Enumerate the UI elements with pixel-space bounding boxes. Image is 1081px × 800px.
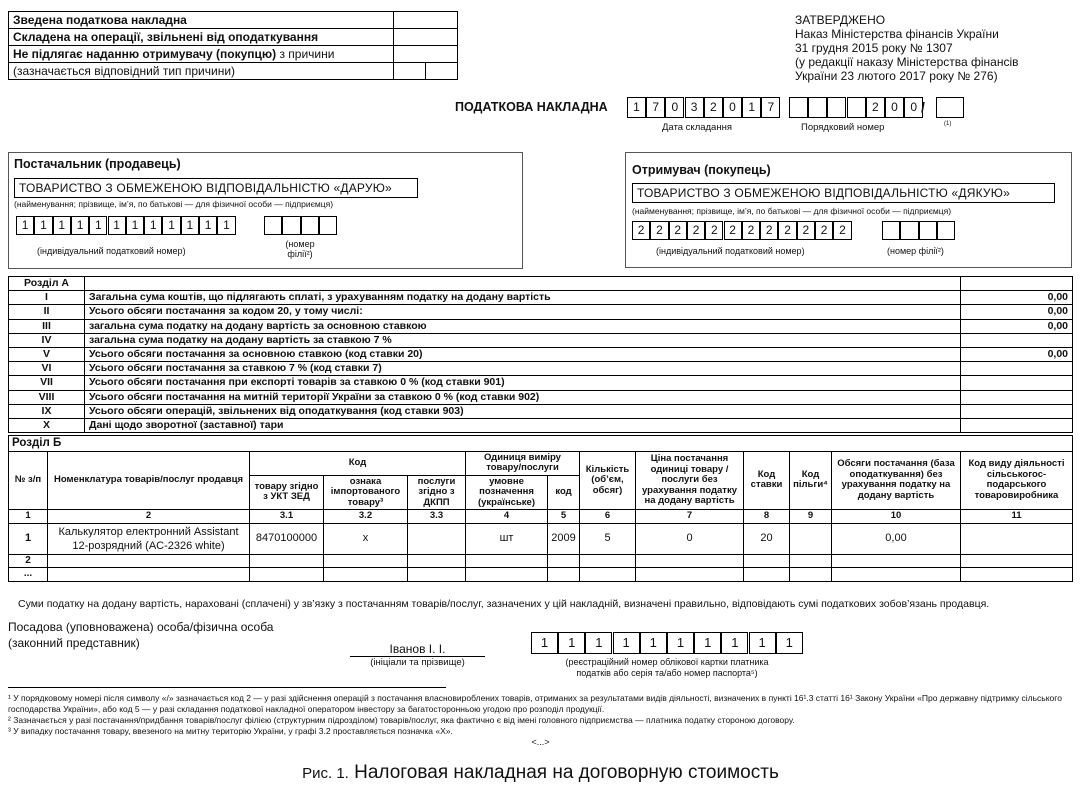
column-number: 3.1 [250, 510, 324, 524]
approval-line: 31 грудня 2015 року № 1307 [795, 41, 953, 55]
cell-agri[interactable] [961, 568, 1073, 582]
section-a-row-text: Загальна сума коштів, що підлягають сплаті, з урахуванням податку на додану вартість [85, 291, 961, 305]
figure-caption [0, 762, 1081, 784]
not-provided-label: Не підлягає наданню отримувачу (покупцю) з причини [9, 46, 394, 63]
reg-digit-cell[interactable]: 1 [531, 632, 558, 654]
col-dkpp-header: послуги згідно з ДКПП [408, 475, 466, 510]
section-a-row-text: загальна сума податку на додану вартість за ставкою 7 % [85, 333, 961, 347]
cell-name[interactable] [48, 568, 250, 582]
cell-benefit[interactable] [790, 554, 832, 568]
reg-hint-line: податків або серія та/або номер паспорта⁵) [576, 668, 758, 678]
cell-qty[interactable] [580, 568, 636, 582]
ipn-digit-cell[interactable]: 1 [144, 216, 162, 235]
section-a-row-value [961, 376, 1073, 390]
column-number: 3.3 [408, 510, 466, 524]
approval-stamp [795, 13, 1075, 83]
col-rate-header: Код ставки [744, 451, 790, 510]
cell-price[interactable] [636, 568, 744, 582]
reg-digit-cell[interactable]: 1 [749, 632, 776, 654]
section-a-row-number: IX [9, 404, 85, 418]
col-benefit-header: Код пільги⁴ [790, 451, 832, 510]
reg-digit-cell[interactable]: 1 [558, 632, 585, 654]
date-digit-cell[interactable]: 0 [723, 97, 742, 118]
footnote-1: ¹ У порядковому номері після символу «/» зазначається код 2 — у разі здійснення операцій з постачання власновироблених товарів, отриманих за результатами видів діяльності, визначених в пункті 16¹.3 статті 16¹ Закону України «Про державну підтримку сільського господарства України», або код 5 — у разі складання податкової накладної оператором інвестору за багатосторонньою угодою про розподіл продукції. [8, 693, 1062, 714]
footnote-more: <...> [531, 737, 550, 747]
cell-qty[interactable] [580, 554, 636, 568]
section-a-row [9, 418, 1073, 432]
footnote-mark: (1) [944, 121, 952, 127]
section-a-row-text: Усього обсяги постачання за кодом 20, у тому числі: [85, 305, 961, 319]
cell-price[interactable]: 0 [636, 523, 744, 554]
invoice-type-table [8, 11, 458, 80]
reg-digit-cell[interactable]: 1 [721, 632, 748, 654]
section-a-row [9, 390, 1073, 404]
cell-volume[interactable] [832, 568, 961, 582]
cell-import[interactable]: x [324, 523, 408, 554]
invoice-title: ПОДАТКОВА НАКЛАДНА [455, 100, 608, 114]
cell-price[interactable] [636, 554, 744, 568]
signer-name[interactable]: Іванов І. І. [350, 642, 485, 657]
ipn-digit-cell[interactable]: 1 [217, 216, 235, 235]
cell-code[interactable] [548, 568, 580, 582]
seller-ipn-label: (індивідуальний податковий номер) [37, 246, 186, 256]
section-a-row [9, 376, 1073, 390]
cell-qty[interactable]: 5 [580, 523, 636, 554]
column-number: 9 [790, 510, 832, 524]
column-number: 5 [548, 510, 580, 524]
col-import-header: ознака імпортованого товару³ [324, 475, 408, 510]
ipn-digit-cell[interactable]: 2 [724, 221, 742, 240]
checkbox-consolidated[interactable] [394, 12, 458, 29]
number-digit-cell[interactable]: 0 [885, 97, 904, 118]
number-digit-cell[interactable] [827, 97, 846, 118]
cell-unit[interactable]: шт [466, 523, 548, 554]
seller-name-hint: (найменування; прізвище, ім’я, по батькові — для фізичної особи — підприємця) [14, 199, 334, 209]
section-a-row-number: VIII [9, 390, 85, 404]
ipn-digit-cell[interactable]: 2 [632, 221, 650, 240]
slash: / [921, 99, 925, 115]
section-a-row-number: III [9, 319, 85, 333]
cell-benefit[interactable] [790, 523, 832, 554]
ipn-digit-cell[interactable]: 2 [797, 221, 815, 240]
cell-unit[interactable] [466, 568, 548, 582]
col-unit-code-header: код [548, 475, 580, 510]
cell-import[interactable] [324, 554, 408, 568]
cell-rate[interactable]: 20 [744, 523, 790, 554]
branch-digit-cell[interactable] [301, 216, 319, 235]
reg-digit-cell[interactable]: 1 [613, 632, 640, 654]
reason-cell-2[interactable] [426, 63, 458, 80]
cell-code[interactable]: 2009 [548, 523, 580, 554]
section-a-row-text: Дані щодо зворотної (заставної) тари [85, 418, 961, 432]
ipn-digit-cell[interactable]: 1 [89, 216, 107, 235]
ipn-digit-cell[interactable]: 2 [705, 221, 723, 240]
branch-digit-cell[interactable] [282, 216, 300, 235]
column-number: 3.2 [324, 510, 408, 524]
checkbox-not-provided[interactable] [394, 46, 458, 63]
cell-agri[interactable] [961, 523, 1073, 554]
date-digit-cell[interactable]: 1 [742, 97, 761, 118]
signer-line: (законний представник) [8, 636, 140, 650]
col-price-header: Ціна постачання одиниці товару / послуги без урахування податку на додану вартість [636, 451, 744, 510]
column-number: 11 [961, 510, 1073, 524]
approval-line: (у редакції наказу Міністерства фінансів [795, 55, 1019, 69]
section-b-title: Розділ Б [9, 436, 1073, 452]
section-a-row-text: Усього обсяги постачання за основною ставкою (код ставки 20) [85, 347, 961, 361]
col-unit-name-header: умовне позначення (українське) [466, 475, 548, 510]
table-row [9, 554, 1073, 568]
branch-digit-cell[interactable] [882, 221, 900, 240]
section-a-row-value: 0,00 [961, 291, 1073, 305]
section-a-header-blank [85, 277, 961, 291]
section-a-row-value: 0,00 [961, 319, 1073, 333]
col-agri-header: Код виду діяльності сільськогос-подарського товаровиробника [961, 451, 1073, 510]
col-no-header: № з/п [9, 451, 48, 510]
registration-hint [531, 657, 803, 679]
section-a-row-number: X [9, 418, 85, 432]
section-a-header-blank [961, 277, 1073, 291]
reg-digit-cell[interactable]: 1 [585, 632, 612, 654]
ipn-digit-cell[interactable]: 2 [687, 221, 705, 240]
column-number: 2 [48, 510, 250, 524]
ipn-digit-cell[interactable]: 2 [760, 221, 778, 240]
date-digit-cell[interactable]: 2 [704, 97, 723, 118]
reg-digit-cell[interactable]: 1 [694, 632, 721, 654]
section-a-title: Розділ А [9, 277, 85, 291]
section-a-row-text: загальна сума податку на додану вартість за основною ставкою [85, 319, 961, 333]
cell-name[interactable]: Калькулятор електронний Assistant 12-розрядний (AC-2326 white) [48, 523, 250, 554]
cell-no[interactable]: 1 [9, 523, 48, 554]
cell-no[interactable]: ... [9, 568, 48, 582]
checkbox-exempt[interactable] [394, 29, 458, 46]
seller-branch-label [278, 239, 322, 259]
seller-title: Постачальник (продавець) [14, 157, 181, 171]
approval-line: України 23 лютого 2017 року № 276) [795, 69, 998, 83]
section-a-row-number: I [9, 291, 85, 305]
section-a-row-value: 0,00 [961, 305, 1073, 319]
reg-digit-cell[interactable]: 1 [640, 632, 667, 654]
section-a-row [9, 347, 1073, 361]
section-a-row-text: Усього обсяги операцій, звільнених від оподаткування (код ставки 903) [85, 404, 961, 418]
ipn-digit-cell[interactable]: 1 [34, 216, 52, 235]
section-a-row-value [961, 390, 1073, 404]
cell-volume[interactable]: 0,00 [832, 523, 961, 554]
section-b-table [8, 435, 1073, 582]
date-digit-cell[interactable]: 7 [761, 97, 780, 118]
table-row [9, 568, 1073, 582]
cell-uktzed[interactable] [250, 554, 324, 568]
reg-digit-cell[interactable]: 1 [776, 632, 803, 654]
reason-type-label: (зазначається відповідний тип причини) [9, 63, 394, 80]
section-a-row-value [961, 418, 1073, 432]
date-label: Дата складання [662, 122, 732, 133]
cell-dkpp[interactable] [408, 568, 466, 582]
number-suffix-cell[interactable] [936, 97, 964, 118]
branch-digit-cell[interactable] [937, 221, 955, 240]
column-number: 1 [9, 510, 48, 524]
section-a-row-text: Усього обсяги постачання за ставкою 7 % (код ставки 7) [85, 362, 961, 376]
buyer-name-hint: (найменування; прізвище, ім’я, по батькові — для фізичної особи — підприємця) [632, 206, 952, 216]
section-a-row-value [961, 362, 1073, 376]
ipn-digit-cell[interactable]: 2 [833, 221, 851, 240]
section-a-row-number: IV [9, 333, 85, 347]
cell-unit[interactable] [466, 554, 548, 568]
consolidated-invoice-label: Зведена податкова накладна [9, 12, 394, 29]
section-a-row-number: V [9, 347, 85, 361]
col-qty-header: Кількість (об’єм, обсяг) [580, 451, 636, 510]
footnote-divider [8, 687, 446, 688]
reason-cell-1[interactable] [394, 63, 426, 80]
cell-name[interactable] [48, 554, 250, 568]
section-a-row-value [961, 333, 1073, 347]
number-digit-cell[interactable] [808, 97, 827, 118]
cell-import[interactable] [324, 568, 408, 582]
ipn-digit-cell[interactable]: 1 [53, 216, 71, 235]
cell-benefit[interactable] [790, 568, 832, 582]
signer-name-hint: (ініціали та прізвище) [370, 657, 465, 668]
section-a-row [9, 404, 1073, 418]
column-number: 7 [636, 510, 744, 524]
statement-text: Суми податку на додану вартість, нараховані (сплачені) у зв’язку з постачанням товарів/послуг, зазначених у цій накладній, визначені правильно, відповідають сумі податкових зобов’язань продавця. [18, 598, 990, 610]
column-number: 10 [832, 510, 961, 524]
section-a-row-number: II [9, 305, 85, 319]
signer-line: Посадова (уповноважена) особа/фізична особа [8, 620, 274, 634]
col-code-header: Код [250, 451, 466, 475]
section-a-table [8, 276, 1073, 433]
section-a-row-value [961, 404, 1073, 418]
cell-no[interactable]: 2 [9, 554, 48, 568]
date-digit-cell[interactable]: 7 [646, 97, 665, 118]
section-a-row [9, 333, 1073, 347]
caption-prefix: Рис. 1. [302, 765, 349, 782]
ipn-digit-cell[interactable]: 2 [815, 221, 833, 240]
cell-rate[interactable] [744, 554, 790, 568]
col-unit-header: Одиниця виміру товару/послуги [466, 451, 580, 475]
number-digit-cell[interactable]: 2 [866, 97, 885, 118]
date-digit-cell[interactable]: 0 [665, 97, 684, 118]
ipn-digit-cell[interactable]: 1 [181, 216, 199, 235]
ipn-digit-cell[interactable]: 1 [162, 216, 180, 235]
ipn-digit-cell[interactable]: 2 [742, 221, 760, 240]
branch-label-line: (номер [285, 239, 315, 249]
section-a-row-value: 0,00 [961, 347, 1073, 361]
section-a-row-text: Усього обсяги постачання при експорті товарів за ставкою 0 % (код ставки 901) [85, 376, 961, 390]
section-a-row [9, 291, 1073, 305]
branch-digit-cell[interactable] [264, 216, 282, 235]
branch-digit-cell[interactable] [900, 221, 918, 240]
number-digit-cell[interactable] [789, 97, 808, 118]
section-a-row-text: Усього обсяги постачання на митній території України за ставкою 0 % (код ставки 902) [85, 390, 961, 404]
signer-block [8, 619, 273, 651]
cell-dkpp[interactable] [408, 523, 466, 554]
footnote-2: ² Зазначається у разі постачання/придбання товарів/послуг філією (структурним підрозділом) товарів/послуг, яка фактично є від імені головного підприємства — платника податку стороною договору. [8, 715, 795, 725]
column-number: 6 [580, 510, 636, 524]
buyer-title: Отримувач (покупець) [632, 163, 771, 177]
cell-uktzed[interactable] [250, 568, 324, 582]
branch-digit-cell[interactable] [919, 221, 937, 240]
ipn-digit-cell[interactable]: 2 [650, 221, 668, 240]
cell-dkpp[interactable] [408, 554, 466, 568]
col-volume-header: Обсяги постачання (база оподаткування) без урахування податку на додану вартість [832, 451, 961, 510]
approval-line: ЗАТВЕРДЖЕНО [795, 13, 886, 27]
approval-line: Наказ Міністерства фінансів України [795, 27, 999, 41]
section-a-row-number: VII [9, 376, 85, 390]
reg-digit-cell[interactable]: 1 [667, 632, 694, 654]
number-digit-cell[interactable]: 0 [904, 97, 923, 118]
section-a-row [9, 305, 1073, 319]
section-a-row [9, 362, 1073, 376]
ipn-digit-cell[interactable]: 2 [778, 221, 796, 240]
footnote-3: ³ У випадку постачання товару, ввезеного на митну територію України, у графі 3.2 проставляється позначка «X». [8, 726, 453, 736]
section-a-row-number: VI [9, 362, 85, 376]
cell-agri[interactable] [961, 554, 1073, 568]
reg-hint-line: (реєстраційний номер облікової картки платника [565, 657, 769, 667]
cell-volume[interactable] [832, 554, 961, 568]
column-number: 4 [466, 510, 548, 524]
ipn-digit-cell[interactable]: 1 [126, 216, 144, 235]
cell-code[interactable] [548, 554, 580, 568]
date-digit-cell[interactable]: 1 [627, 97, 646, 118]
number-label: Порядковий номер [801, 122, 885, 133]
column-number: 8 [744, 510, 790, 524]
ipn-digit-cell[interactable]: 1 [108, 216, 126, 235]
ipn-digit-cell[interactable]: 1 [16, 216, 34, 235]
col-uktzed-header: товару згідно з УКТ ЗЕД [250, 475, 324, 510]
buyer-ipn-label: (індивідуальний податковий номер) [656, 246, 805, 256]
caption-text: Налоговая накладная на договорную стоимость [348, 762, 779, 783]
buyer-name-field[interactable]: ТОВАРИСТВО З ОБМЕЖЕНОЮ ВІДПОВІДАЛЬНІСТЮ «ДЯКУЮ» [632, 183, 1055, 203]
ipn-digit-cell[interactable]: 2 [669, 221, 687, 240]
exempt-operations-label: Складена на операції, звільнені від оподаткування [9, 29, 394, 46]
branch-label-line: філії²) [287, 249, 313, 259]
branch-digit-cell[interactable] [319, 216, 337, 235]
section-a-row [9, 319, 1073, 333]
ipn-digit-cell[interactable]: 1 [199, 216, 217, 235]
col-name-header: Номенклатура товарів/послуг продавця [48, 451, 250, 510]
ipn-digit-cell[interactable]: 1 [71, 216, 89, 235]
buyer-branch-label: (номер філії²) [887, 246, 944, 256]
table-row [9, 523, 1073, 554]
date-digit-cell[interactable]: 3 [685, 97, 704, 118]
cell-rate[interactable] [744, 568, 790, 582]
number-digit-cell[interactable] [847, 97, 866, 118]
cell-uktzed[interactable]: 8470100000 [250, 523, 324, 554]
seller-name-field[interactable]: ТОВАРИСТВО З ОБМЕЖЕНОЮ ВІДПОВІДАЛЬНІСТЮ «ДАРУЮ» [14, 178, 418, 198]
